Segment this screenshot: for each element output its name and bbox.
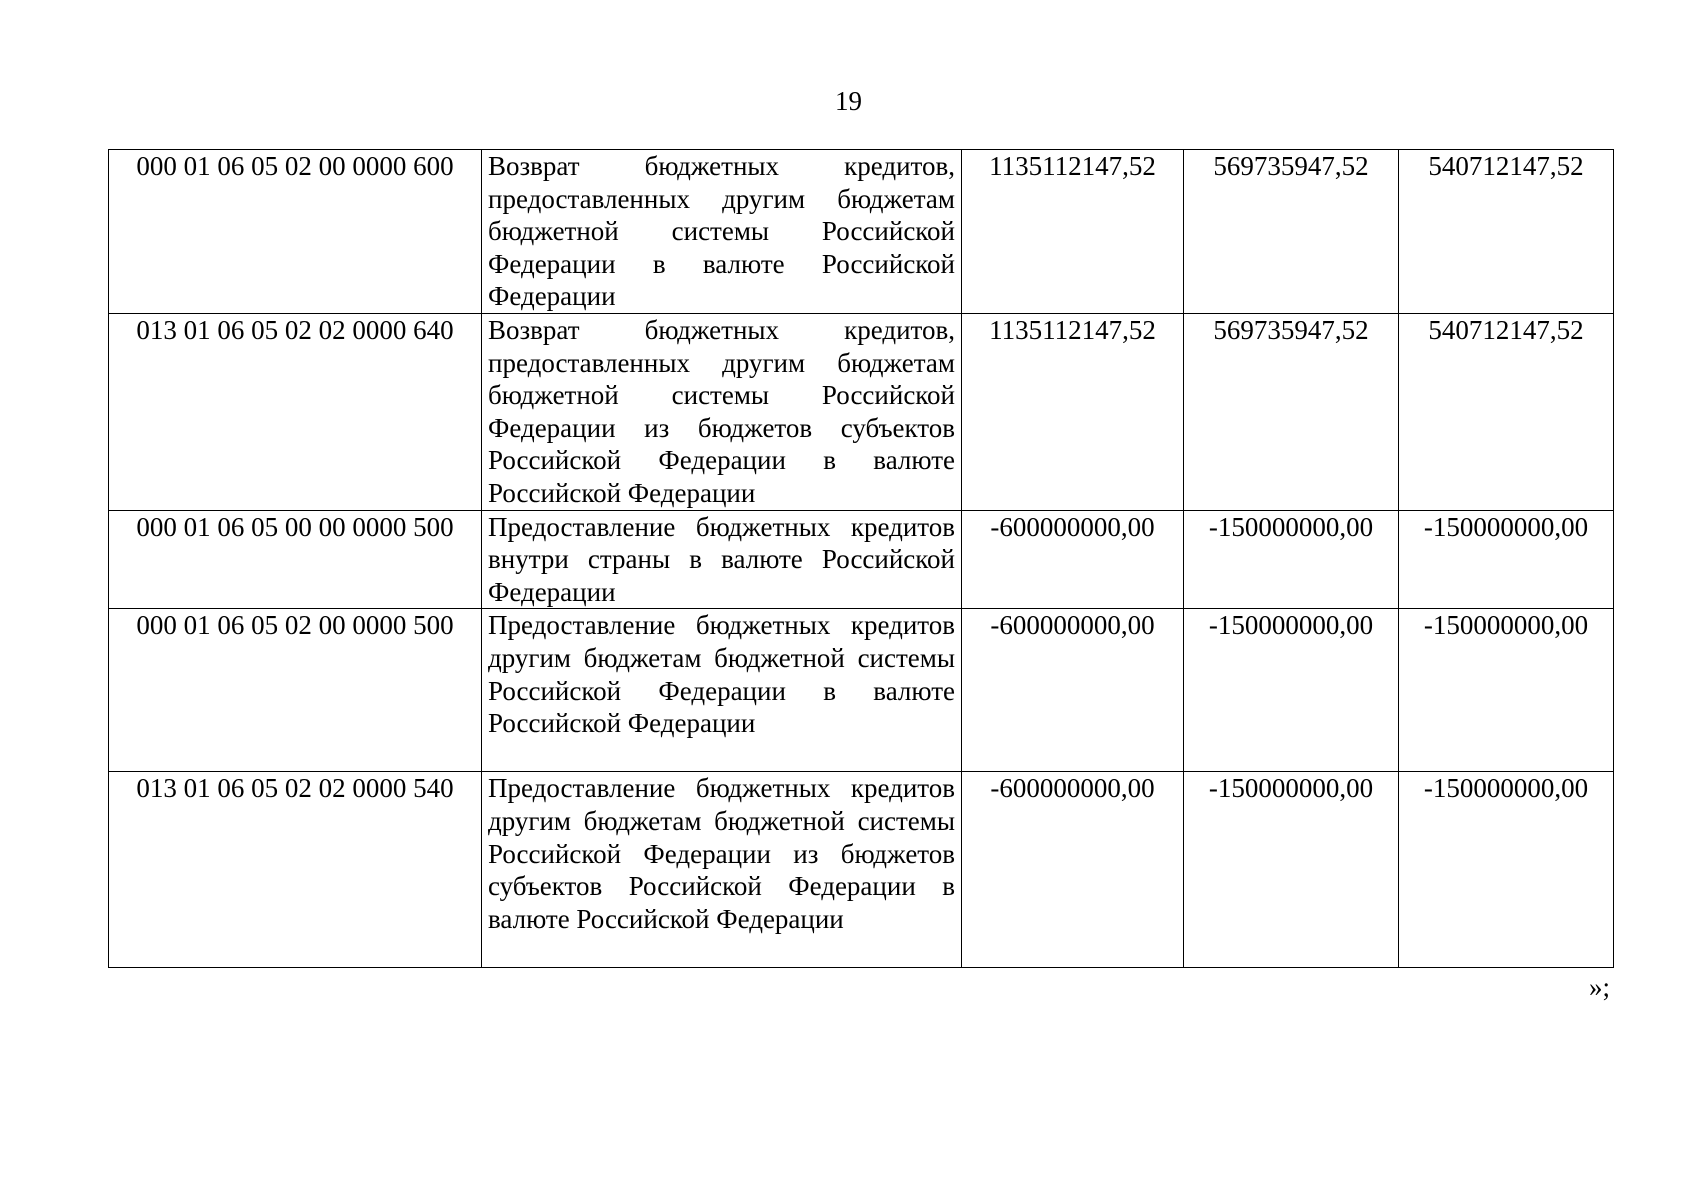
amount-year-3-cell: 540712147,52 xyxy=(1399,313,1614,510)
table-row xyxy=(109,609,1614,772)
amount-year-1-cell: -600000000,00 xyxy=(962,609,1184,772)
amount-year-3-cell: -150000000,00 xyxy=(1399,772,1614,968)
page-number: 19 xyxy=(835,86,862,116)
closing-quote-mark: »; xyxy=(1588,972,1610,1002)
budget-item-name-cell: Возврат бюджетных кредитов, предоставленных другим бюджетам бюджетной системы Российской Федерации в валюте Российской Федерации xyxy=(482,150,962,314)
budget-code-cell: 000 01 06 05 00 00 0000 500 xyxy=(109,510,482,609)
amount-year-1-cell: 1135112147,52 xyxy=(962,150,1184,314)
budget-code-cell: 013 01 06 05 02 02 0000 640 xyxy=(109,313,482,510)
amount-year-3-cell: 540712147,52 xyxy=(1399,150,1614,314)
amount-year-2-cell: 569735947,52 xyxy=(1184,150,1399,314)
amount-year-2-cell: -150000000,00 xyxy=(1184,510,1399,609)
amount-year-2-cell: 569735947,52 xyxy=(1184,313,1399,510)
budget-code-cell: 000 01 06 05 02 00 0000 500 xyxy=(109,609,482,772)
budget-code-cell: 013 01 06 05 02 02 0000 540 xyxy=(109,772,482,968)
amount-year-3-cell: -150000000,00 xyxy=(1399,609,1614,772)
budget-code-cell: 000 01 06 05 02 00 0000 600 xyxy=(109,150,482,314)
budget-item-name-cell: Предоставление бюджетных кредитов другим бюджетам бюджетной системы Российской Федерации в валюте Российской Федерации xyxy=(482,609,962,772)
table-row xyxy=(109,313,1614,510)
table-row xyxy=(109,510,1614,609)
amount-year-2-cell: -150000000,00 xyxy=(1184,609,1399,772)
amount-year-2-cell: -150000000,00 xyxy=(1184,772,1399,968)
budget-item-name-cell: Предоставление бюджетных кредитов внутри страны в валюте Российской Федерации xyxy=(482,510,962,609)
budget-item-name-cell: Возврат бюджетных кредитов, предоставленных другим бюджетам бюджетной системы Российской Федерации из бюджетов субъектов Российской Федерации в валюте Российской Федерации xyxy=(482,313,962,510)
table-row xyxy=(109,150,1614,314)
table-row xyxy=(109,772,1614,968)
amount-year-1-cell: 1135112147,52 xyxy=(962,313,1184,510)
budget-sources-table xyxy=(108,149,1614,968)
amount-year-1-cell: -600000000,00 xyxy=(962,772,1184,968)
budget-item-name-cell: Предоставление бюджетных кредитов другим бюджетам бюджетной системы Российской Федерации из бюджетов субъектов Российской Федерации в валюте Российской Федерации xyxy=(482,772,962,968)
amount-year-3-cell: -150000000,00 xyxy=(1399,510,1614,609)
amount-year-1-cell: -600000000,00 xyxy=(962,510,1184,609)
